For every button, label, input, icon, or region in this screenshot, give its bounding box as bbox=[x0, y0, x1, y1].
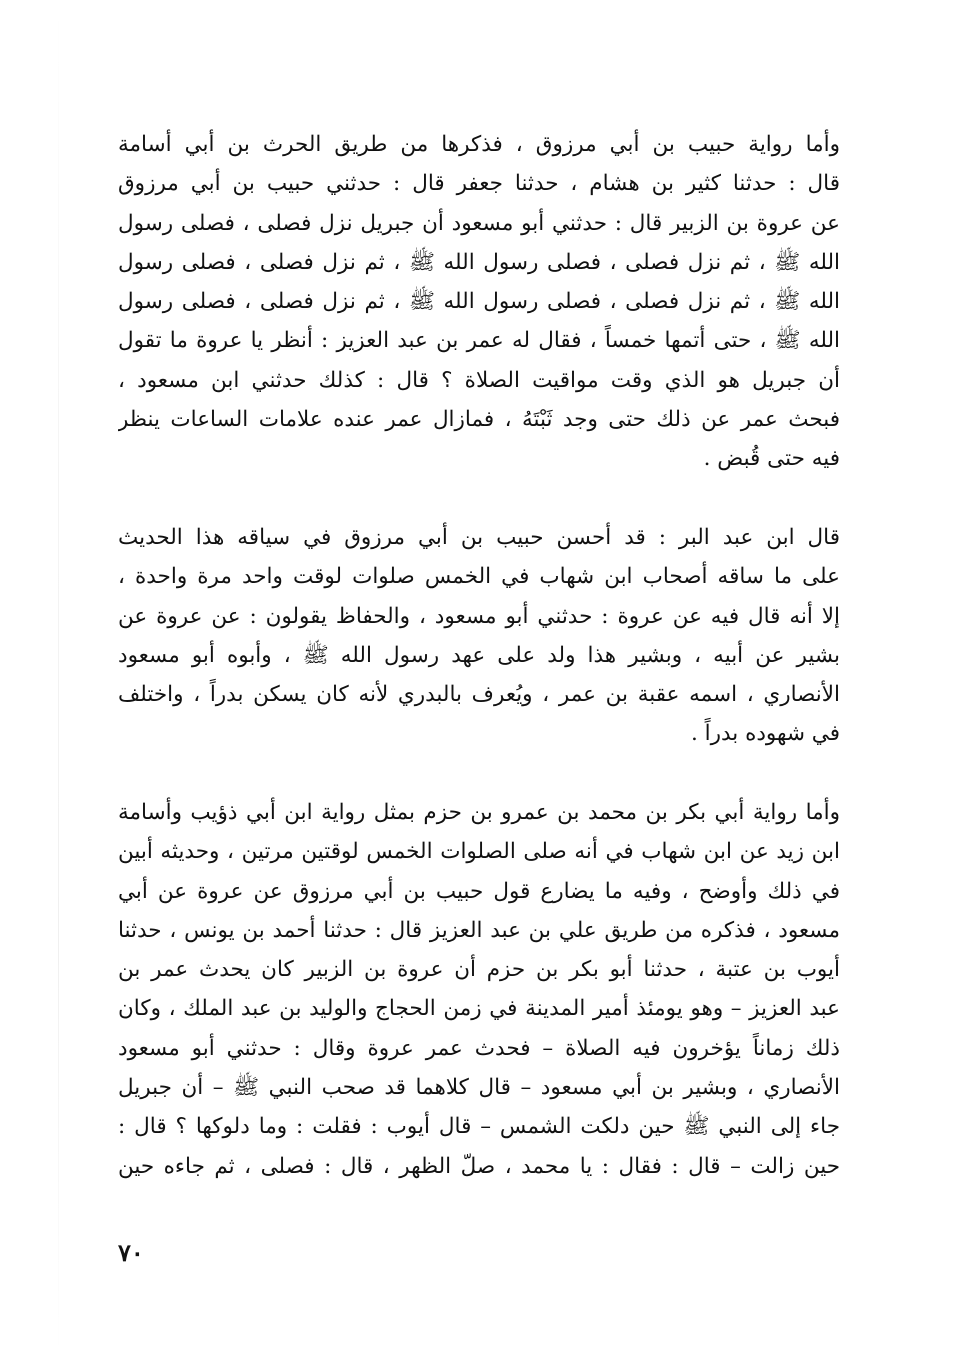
text-line: على ما ساقه أصحاب ابن شهاب في الخمس صلوات لوقت واحد مرة واحدة ، bbox=[118, 564, 840, 590]
text-line: قال : حدثنا كثير بن هشام ، حدثنا جعفر قال : حدثني حبيب بن أبي مرزوق bbox=[118, 171, 840, 197]
text-line: أن جبريل هو الذي وقت مواقيت الصلاة ؟ قال : كذلك حدثني ابن مسعود ، bbox=[118, 367, 840, 393]
text-line: قال ابن عبد البر : قد أحسن حبيب بن أبي مرزوق في سياقه هذا الحديث bbox=[118, 525, 840, 550]
text-line: عبد العزيز – وهو يومئذ أمير المدينة في زمن الحجاج والوليد بن عبد الملك ، وكان bbox=[118, 996, 840, 1022]
text-line: الأنصاري ، اسمه عقبة بن عمر ، ويُعرف بالبدري لأنه كان يسكن بدراً ، واختلف bbox=[118, 682, 840, 708]
text-line: عن عروة بن الزبير قال : حدثني أبو مسعود أن جبريل نزل فصلى ، فصلى رسول bbox=[118, 210, 840, 236]
text-line: الله ﷺ ، ثم نزل فصلى ، فصلى رسول الله ﷺ ، ثم نزل فصلى ، فصلى رسول bbox=[118, 249, 840, 275]
text-line: ابن زيد عن ابن شهاب في أنه صلى الصلوات الخمس لوقتين مرتين ، وحديثه أبين bbox=[118, 839, 840, 865]
text-line: فبحث عمر عن ذلك حتى وجد ثَبْتَهُ ، فمازال عمر عنده علامات الساعات ينظر bbox=[118, 407, 840, 433]
text-line: الله ﷺ ، ثم نزل فصلى ، فصلى رسول الله ﷺ ، ثم نزل فصلى ، فصلى رسول bbox=[118, 289, 840, 315]
page-number: ٧٠ bbox=[118, 1238, 144, 1267]
paragraph-abu-bakr-narration bbox=[118, 793, 840, 1186]
text-line: جاء إلى النبي ﷺ حين دلكت الشمس – قال أيوب : فقلت : وما دلوكها ؟ قال : bbox=[118, 1114, 840, 1140]
text-line: إلا أنه قال فيه عن عروة : حدثني أبو مسعود ، والحفاظ يقولون : عن عروة عن bbox=[118, 603, 840, 629]
text-line: حين زالت – قال : فقال : يا محمد ، صلّ الظهر ، قال : فصلى ، ثم جاءه حين bbox=[118, 1153, 840, 1179]
text-line: بشير عن أبيه ، وبشير هذا ولد على عهد رسول الله ﷺ ، وأبوه أبو مسعود bbox=[118, 642, 840, 668]
text-line: وأما رواية حبيب بن أبي مرزوق ، فذكرها من طريق الحرث بن أبي أسامة bbox=[118, 132, 840, 157]
text-line: الأنصاري ، وبشير بن أبي مسعود – قال كلاهما قد صحب النبي ﷺ – أن جبريل bbox=[118, 1075, 840, 1101]
text-line: في ذلك وأوضح ، وفيه ما يضارع قول حبيب بن أبي مرزوق عن عروة عن أبي bbox=[118, 878, 840, 904]
paragraph-ibn-abd-al-barr bbox=[118, 518, 840, 754]
paragraph-habib-narration bbox=[118, 125, 840, 479]
text-line: في شهوده بدراً . bbox=[690, 721, 840, 747]
text-line: وأما رواية أبي بكر بن محمد بن عمرو بن حزم بمثل رواية ابن أبي ذؤيب وأسامة bbox=[118, 800, 840, 825]
page-edge-shadow bbox=[58, 0, 59, 1359]
text-line: فيه حتى قُبض . bbox=[703, 446, 840, 472]
text-line: ذلك زماناً يؤخرون فيه الصلاة – فحدث عمر عروة وقال : حدثني أبو مسعود bbox=[118, 1035, 840, 1061]
text-line: أيوب بن عتبة ، حدثنا أبو بكر بن حزم أن عروة بن الزبير كان يحدث عمر بن bbox=[118, 957, 840, 983]
text-line: الله ﷺ ، حتى أتمها خمساً ، فقال له عمر بن عبد العزيز : أنظر يا عروة ما تقول bbox=[118, 328, 840, 354]
text-line: مسعود ، فذكره من طريق علي بن عبد العزيز قال : حدثنا أحمد بن يونس ، حدثنا bbox=[118, 917, 840, 943]
